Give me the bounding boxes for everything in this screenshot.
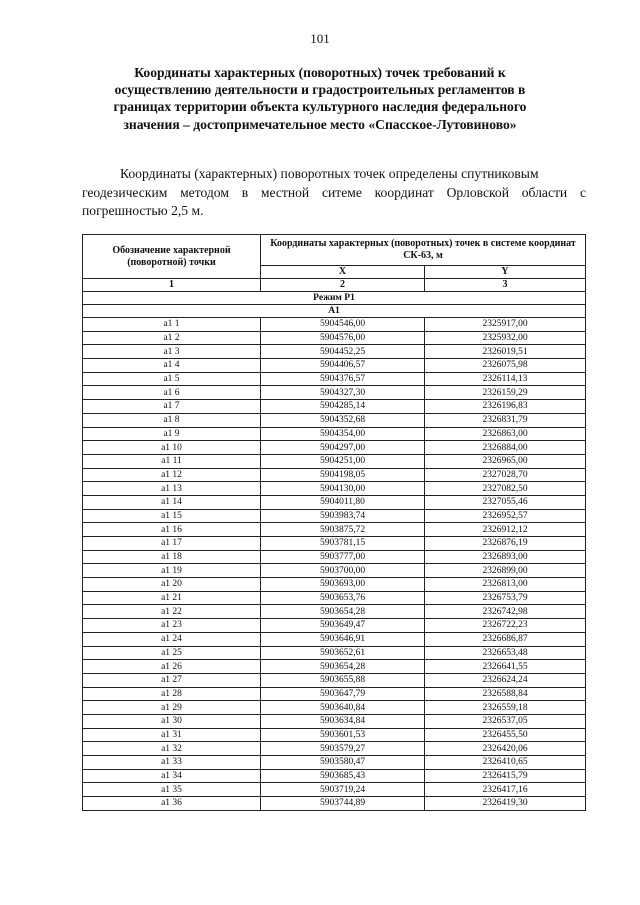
intro-line: погрешностью 2,5 м. (82, 203, 204, 218)
point-id-cell: а1 29 (83, 701, 261, 715)
y-coordinate-cell: 2326742,98 (425, 605, 586, 619)
table-row (83, 619, 586, 633)
x-coordinate-cell: 5904406,57 (261, 359, 425, 373)
x-coordinate-cell: 5903693,00 (261, 578, 425, 592)
point-id-cell: а1 13 (83, 482, 261, 496)
x-coordinate-cell: 5904198,05 (261, 468, 425, 482)
point-id-cell: а1 18 (83, 550, 261, 564)
point-id-cell: а1 9 (83, 427, 261, 441)
x-coordinate-cell: 5903655,88 (261, 673, 425, 687)
y-coordinate-cell: 2326965,00 (425, 454, 586, 468)
table-row (83, 591, 586, 605)
point-id-cell: а1 36 (83, 797, 261, 811)
table-row (83, 550, 586, 564)
x-coordinate-cell: 5903654,28 (261, 605, 425, 619)
point-id-cell: а1 20 (83, 578, 261, 592)
table-row (83, 509, 586, 523)
table-row (83, 468, 586, 482)
point-id-cell: а1 19 (83, 564, 261, 578)
table-row (83, 523, 586, 537)
x-coordinate-cell: 5903983,74 (261, 509, 425, 523)
point-id-cell: а1 22 (83, 605, 261, 619)
y-coordinate-cell: 2326722,23 (425, 619, 586, 633)
table-row (83, 359, 586, 373)
y-coordinate-cell: 2326410,65 (425, 756, 586, 770)
point-id-cell: а1 24 (83, 632, 261, 646)
x-coordinate-cell: 5903653,76 (261, 591, 425, 605)
point-id-cell: а1 11 (83, 454, 261, 468)
y-coordinate-cell: 2326831,79 (425, 413, 586, 427)
table-row (83, 564, 586, 578)
page-number: 101 (310, 31, 330, 46)
y-coordinate-cell: 2327082,50 (425, 482, 586, 496)
point-id-cell: а1 5 (83, 372, 261, 386)
x-coordinate-cell: 5903646,91 (261, 632, 425, 646)
x-coordinate-cell: 5903647,79 (261, 687, 425, 701)
y-coordinate-cell: 2326019,51 (425, 345, 586, 359)
x-coordinate-cell: 5903580,47 (261, 756, 425, 770)
y-coordinate-cell: 2326537,05 (425, 714, 586, 728)
x-coordinate-cell: 5903652,61 (261, 646, 425, 660)
x-coordinate-cell: 5904327,30 (261, 386, 425, 400)
x-coordinate-cell: 5903634,84 (261, 714, 425, 728)
point-id-cell: а1 4 (83, 359, 261, 373)
x-coordinate-cell: 5903654,28 (261, 660, 425, 674)
point-designation-header: Обозначение характерной (поворотной) точки (83, 235, 261, 279)
point-id-cell: а1 10 (83, 441, 261, 455)
x-coordinate-cell: 5904352,68 (261, 413, 425, 427)
y-coordinate-cell: 2326114,13 (425, 372, 586, 386)
table-row (83, 413, 586, 427)
point-id-cell: а1 21 (83, 591, 261, 605)
y-coordinate-cell: 2326196,83 (425, 400, 586, 414)
table-row (83, 632, 586, 646)
section-label: А1 (83, 305, 586, 318)
point-id-cell: а1 35 (83, 783, 261, 797)
x-coordinate-cell: 5904376,57 (261, 372, 425, 386)
table-row (83, 646, 586, 660)
y-coordinate-cell: 2326893,00 (425, 550, 586, 564)
point-id-cell: а1 28 (83, 687, 261, 701)
y-coordinate-cell: 2327028,70 (425, 468, 586, 482)
table-row (83, 728, 586, 742)
x-coordinate-cell: 5903640,84 (261, 701, 425, 715)
table-row (83, 454, 586, 468)
x-coordinate-cell: 5904130,00 (261, 482, 425, 496)
table-row (83, 372, 586, 386)
x-coordinate-cell: 5904011,80 (261, 495, 425, 509)
column-number: 3 (425, 279, 586, 292)
table-row (83, 331, 586, 345)
y-coordinate-cell: 2326813,00 (425, 578, 586, 592)
table-row (83, 482, 586, 496)
y-coordinate-cell: 2326419,30 (425, 797, 586, 811)
point-id-cell: а1 7 (83, 400, 261, 414)
x-coordinate-cell: 5904452,25 (261, 345, 425, 359)
table-row (83, 797, 586, 811)
y-coordinate-cell: 2326641,55 (425, 660, 586, 674)
x-coordinate-cell: 5904251,00 (261, 454, 425, 468)
x-coordinate-cell: 5904354,00 (261, 427, 425, 441)
table-row (83, 687, 586, 701)
title-line: границах территории объекта культурного наследия федерального (113, 99, 527, 115)
y-coordinate-cell: 2326624,24 (425, 673, 586, 687)
y-coordinate-cell: 2326415,79 (425, 769, 586, 783)
x-coordinate-cell: 5904285,14 (261, 400, 425, 414)
table-row (83, 400, 586, 414)
y-coordinate-cell: 2326559,18 (425, 701, 586, 715)
title-line: Координаты характерных (поворотных) точек требований к (134, 65, 506, 80)
table-row (83, 660, 586, 674)
x-coordinate-cell: 5903685,43 (261, 769, 425, 783)
point-id-cell: а1 23 (83, 619, 261, 633)
table-row (83, 345, 586, 359)
y-coordinate-cell: 2326686,87 (425, 632, 586, 646)
title-line: осуществлению деятельности и градостроительных регламентов в (114, 82, 526, 98)
point-id-cell: а1 26 (83, 660, 261, 674)
document-title (80, 64, 560, 133)
y-coordinate-cell: 2326588,84 (425, 687, 586, 701)
x-coordinate-cell: 5903744,89 (261, 797, 425, 811)
intro-paragraph (82, 165, 586, 221)
table-row (83, 495, 586, 509)
x-coordinate-cell: 5903781,15 (261, 537, 425, 551)
table-row (83, 756, 586, 770)
table-row (83, 714, 586, 728)
point-id-cell: а1 33 (83, 756, 261, 770)
point-id-cell: а1 6 (83, 386, 261, 400)
table-row (83, 673, 586, 687)
x-coordinate-cell: 5904297,00 (261, 441, 425, 455)
intro-line: геодезическим методом в местной ситеме координат Орловской области с (82, 184, 586, 200)
table-row (83, 537, 586, 551)
x-coordinate-cell: 5903875,72 (261, 523, 425, 537)
table-row (83, 783, 586, 797)
table-row (83, 318, 586, 332)
x-header: X (261, 266, 425, 279)
y-coordinate-cell: 2326417,16 (425, 783, 586, 797)
x-coordinate-cell: 5904546,00 (261, 318, 425, 332)
x-coordinate-cell: 5903719,24 (261, 783, 425, 797)
x-coordinate-cell: 5903700,00 (261, 564, 425, 578)
y-coordinate-cell: 2326753,79 (425, 591, 586, 605)
y-coordinate-cell: 2325932,00 (425, 331, 586, 345)
point-id-cell: а1 34 (83, 769, 261, 783)
column-number: 1 (83, 279, 261, 292)
x-coordinate-cell: 5903601,53 (261, 728, 425, 742)
point-id-cell: а1 27 (83, 673, 261, 687)
point-id-cell: а1 2 (83, 331, 261, 345)
table-row (83, 742, 586, 756)
y-coordinate-cell: 2327055,46 (425, 495, 586, 509)
y-coordinate-cell: 2326420,06 (425, 742, 586, 756)
regime-label: Режим Р1 (83, 292, 586, 305)
point-id-cell: а1 12 (83, 468, 261, 482)
point-id-cell: а1 14 (83, 495, 261, 509)
point-id-cell: а1 15 (83, 509, 261, 523)
y-coordinate-cell: 2326899,00 (425, 564, 586, 578)
point-id-cell: а1 30 (83, 714, 261, 728)
y-coordinate-cell: 2326159,29 (425, 386, 586, 400)
y-coordinate-cell: 2325917,00 (425, 318, 586, 332)
y-header: Y (425, 266, 586, 279)
table-row (83, 605, 586, 619)
point-id-cell: а1 31 (83, 728, 261, 742)
y-coordinate-cell: 2326884,00 (425, 441, 586, 455)
point-id-cell: а1 1 (83, 318, 261, 332)
y-coordinate-cell: 2326952,57 (425, 509, 586, 523)
coordinates-table (82, 234, 586, 811)
table-row (83, 769, 586, 783)
x-coordinate-cell: 5903777,00 (261, 550, 425, 564)
intro-line: Координаты (характерных) поворотных точек определены спутниковым (120, 166, 539, 181)
point-id-cell: а1 8 (83, 413, 261, 427)
point-id-cell: а1 17 (83, 537, 261, 551)
column-number: 2 (261, 279, 425, 292)
point-id-cell: а1 3 (83, 345, 261, 359)
point-id-cell: а1 32 (83, 742, 261, 756)
table-row (83, 441, 586, 455)
table-row (83, 701, 586, 715)
y-coordinate-cell: 2326863,00 (425, 427, 586, 441)
y-coordinate-cell: 2326455,50 (425, 728, 586, 742)
y-coordinate-cell: 2326075,98 (425, 359, 586, 373)
point-id-cell: а1 16 (83, 523, 261, 537)
title-line: значения – достопримечательное место «Спасское-Лутовиново» (123, 116, 517, 132)
y-coordinate-cell: 2326653,48 (425, 646, 586, 660)
table-row (83, 386, 586, 400)
table-row (83, 578, 586, 592)
point-id-cell: а1 25 (83, 646, 261, 660)
y-coordinate-cell: 2326876,19 (425, 537, 586, 551)
x-coordinate-cell: 5904576,00 (261, 331, 425, 345)
x-coordinate-cell: 5903649,47 (261, 619, 425, 633)
x-coordinate-cell: 5903579,27 (261, 742, 425, 756)
table-row (83, 427, 586, 441)
coordinates-header: Координаты характерных (поворотных) точек в системе координат СК-63, м (261, 235, 586, 266)
y-coordinate-cell: 2326912,12 (425, 523, 586, 537)
